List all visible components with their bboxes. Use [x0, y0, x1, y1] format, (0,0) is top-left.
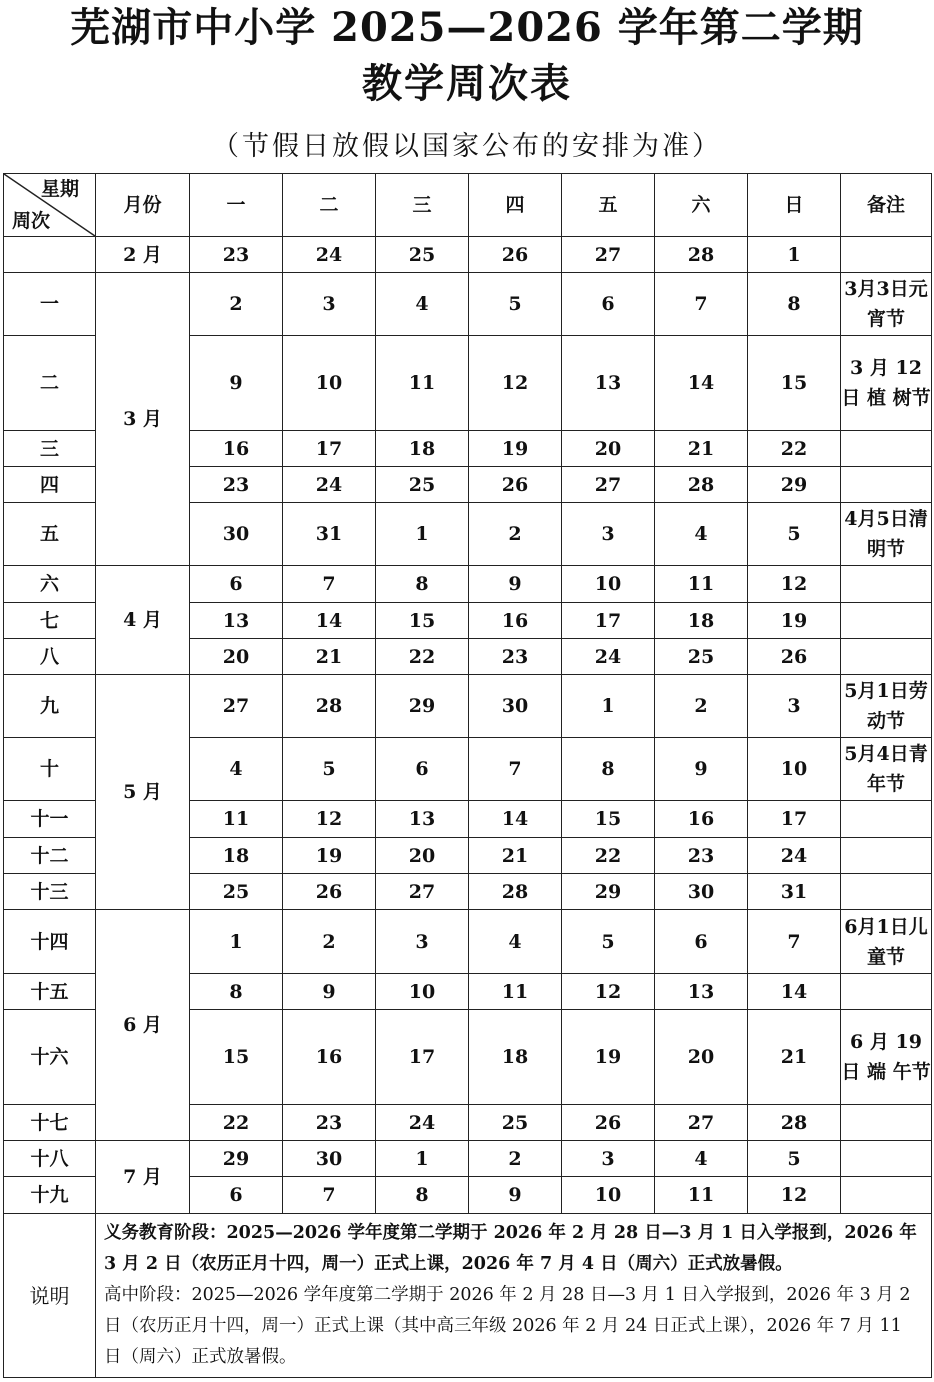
week-cell: 三 — [4, 431, 96, 467]
date-cell: 21 — [748, 1010, 841, 1105]
date-cell: 9 — [655, 738, 748, 801]
date-cell: 14 — [655, 336, 748, 431]
note-cell — [841, 237, 932, 273]
week-cell: 八 — [4, 639, 96, 675]
week-cell: 十二 — [4, 838, 96, 874]
date-cell: 14 — [748, 974, 841, 1010]
date-cell: 13 — [562, 336, 655, 431]
date-cell: 14 — [469, 801, 562, 838]
date-cell: 16 — [469, 603, 562, 639]
date-cell: 28 — [469, 874, 562, 910]
date-cell: 21 — [469, 838, 562, 874]
note-cell — [841, 1177, 932, 1214]
date-cell: 9 — [469, 566, 562, 603]
week-cell: 十四 — [4, 910, 96, 974]
date-cell: 9 — [469, 1177, 562, 1214]
date-cell: 2 — [469, 1141, 562, 1177]
date-cell: 8 — [190, 974, 283, 1010]
date-cell: 27 — [655, 1105, 748, 1141]
explanation-content — [96, 1214, 932, 1378]
date-cell: 11 — [655, 1177, 748, 1214]
note-cell — [841, 639, 932, 675]
date-cell: 24 — [283, 467, 376, 503]
date-cell: 29 — [376, 675, 469, 738]
note-cell — [841, 801, 932, 838]
note-cell: 5月1日劳动节 — [841, 675, 932, 738]
date-cell: 6 — [376, 738, 469, 801]
week-cell: 一 — [4, 273, 96, 336]
date-cell: 24 — [748, 838, 841, 874]
date-cell: 12 — [469, 336, 562, 431]
week-cell: 六 — [4, 566, 96, 603]
date-cell: 28 — [655, 237, 748, 273]
page-subtitle-title: 教学周次表 — [362, 60, 572, 107]
week-cell: 十九 — [4, 1177, 96, 1214]
date-cell: 19 — [748, 603, 841, 639]
date-cell: 3 — [562, 503, 655, 566]
compulsory-education-note: 义务教育阶段：2025—2026 学年度第二学期于 2026 年 2 月 28 日—3 月 1 日入学报到，2026 年 3 月 2 日（农历正月十四，周一）正式上课，2026 年 7 月 4 日（周六）正式放暑假。 — [104, 1223, 917, 1274]
date-cell: 12 — [283, 801, 376, 838]
note-header: 备注 — [841, 174, 932, 237]
date-cell: 7 — [469, 738, 562, 801]
note-cell — [841, 974, 932, 1010]
date-cell: 18 — [376, 431, 469, 467]
date-cell: 20 — [190, 639, 283, 675]
date-cell: 28 — [748, 1105, 841, 1141]
date-cell: 11 — [190, 801, 283, 838]
table-row — [4, 566, 932, 603]
date-cell: 17 — [748, 801, 841, 838]
month-cell: 2 月 — [96, 237, 190, 273]
date-cell: 16 — [190, 431, 283, 467]
note-cell — [841, 603, 932, 639]
month-cell: 4 月 — [96, 566, 190, 675]
date-cell: 10 — [562, 1177, 655, 1214]
date-cell: 27 — [376, 874, 469, 910]
day-header: 日 — [748, 174, 841, 237]
note-cell — [841, 1105, 932, 1141]
date-cell: 5 — [748, 1141, 841, 1177]
month-cell: 3 月 — [96, 273, 190, 566]
date-cell: 10 — [376, 974, 469, 1010]
date-cell: 6 — [190, 566, 283, 603]
date-cell: 25 — [376, 237, 469, 273]
date-cell: 28 — [283, 675, 376, 738]
day-header: 六 — [655, 174, 748, 237]
date-cell: 15 — [376, 603, 469, 639]
date-cell: 13 — [655, 974, 748, 1010]
date-cell: 15 — [562, 801, 655, 838]
date-cell: 12 — [748, 566, 841, 603]
date-cell: 6 — [562, 273, 655, 336]
date-cell: 29 — [562, 874, 655, 910]
week-cell: 十 — [4, 738, 96, 801]
date-cell: 5 — [469, 273, 562, 336]
week-cell: 十八 — [4, 1141, 96, 1177]
explanation-row — [4, 1214, 932, 1378]
date-cell: 2 — [655, 675, 748, 738]
week-cell: 七 — [4, 603, 96, 639]
date-cell: 26 — [748, 639, 841, 675]
note-cell — [841, 1141, 932, 1177]
month-cell: 6 月 — [96, 910, 190, 1141]
date-cell: 20 — [655, 1010, 748, 1105]
date-cell: 9 — [190, 336, 283, 431]
date-cell: 7 — [748, 910, 841, 974]
date-cell: 21 — [655, 431, 748, 467]
date-cell: 1 — [190, 910, 283, 974]
date-cell: 18 — [655, 603, 748, 639]
date-cell: 1 — [376, 503, 469, 566]
week-axis-label: 周次 — [12, 210, 51, 232]
date-cell: 17 — [283, 431, 376, 467]
corner-header — [4, 174, 96, 237]
week-cell: 十一 — [4, 801, 96, 838]
date-cell: 19 — [469, 431, 562, 467]
date-cell: 12 — [748, 1177, 841, 1214]
note-cell — [841, 431, 932, 467]
note-cell — [841, 467, 932, 503]
week-cell: 二 — [4, 336, 96, 431]
date-cell: 27 — [562, 237, 655, 273]
date-cell: 10 — [283, 336, 376, 431]
date-cell: 23 — [190, 237, 283, 273]
date-cell: 3 — [376, 910, 469, 974]
date-cell: 22 — [562, 838, 655, 874]
date-cell: 7 — [655, 273, 748, 336]
note-cell: 6 月 19 日 端 午节 — [841, 1010, 932, 1105]
date-cell: 21 — [283, 639, 376, 675]
week-cell: 九 — [4, 675, 96, 738]
date-cell: 1 — [562, 675, 655, 738]
date-cell: 16 — [283, 1010, 376, 1105]
date-cell: 30 — [655, 874, 748, 910]
date-cell: 18 — [190, 838, 283, 874]
table-row — [4, 675, 932, 738]
date-cell: 4 — [655, 1141, 748, 1177]
date-cell: 4 — [376, 273, 469, 336]
date-cell: 11 — [469, 974, 562, 1010]
day-header: 四 — [469, 174, 562, 237]
date-cell: 2 — [469, 503, 562, 566]
date-cell: 19 — [562, 1010, 655, 1105]
date-cell: 3 — [562, 1141, 655, 1177]
date-cell: 2 — [190, 273, 283, 336]
date-cell: 10 — [562, 566, 655, 603]
date-cell: 31 — [748, 874, 841, 910]
date-cell: 4 — [190, 738, 283, 801]
note-cell: 3 月 12 日 植 树节 — [841, 336, 932, 431]
week-cell: 十三 — [4, 874, 96, 910]
date-cell: 26 — [469, 467, 562, 503]
date-cell: 6 — [655, 910, 748, 974]
date-cell: 12 — [562, 974, 655, 1010]
date-cell: 30 — [469, 675, 562, 738]
senior-high-note: 高中阶段：2025—2026 学年度第二学期于 2026 年 2 月 28 日—3 月 1 日入学报到，2026 年 3 月 2 日（农历正月十四，周一）正式上课（其中高三年级 2026 年 2 月 24 日正式上课），2026 年 7 月 11 日（周六）正式放暑假。 — [104, 1285, 911, 1367]
week-cell: 十五 — [4, 974, 96, 1010]
date-cell: 4 — [655, 503, 748, 566]
date-cell: 8 — [748, 273, 841, 336]
date-cell: 11 — [655, 566, 748, 603]
date-cell: 23 — [283, 1105, 376, 1141]
day-header: 一 — [190, 174, 283, 237]
date-cell: 22 — [190, 1105, 283, 1141]
table-row — [4, 910, 932, 974]
week-cell: 四 — [4, 467, 96, 503]
date-cell: 29 — [190, 1141, 283, 1177]
date-cell: 9 — [283, 974, 376, 1010]
date-cell: 17 — [562, 603, 655, 639]
date-cell: 1 — [748, 237, 841, 273]
date-cell: 5 — [562, 910, 655, 974]
date-cell: 24 — [562, 639, 655, 675]
date-cell: 7 — [283, 1177, 376, 1214]
note-cell: 5月4日青年节 — [841, 738, 932, 801]
date-cell: 18 — [469, 1010, 562, 1105]
date-cell: 3 — [748, 675, 841, 738]
date-cell: 24 — [283, 237, 376, 273]
date-cell: 11 — [376, 336, 469, 431]
date-cell: 31 — [283, 503, 376, 566]
table-row — [4, 1141, 932, 1177]
weekday-axis-label: 星期 — [40, 178, 79, 200]
date-cell: 25 — [469, 1105, 562, 1141]
date-cell: 28 — [655, 467, 748, 503]
date-cell: 13 — [376, 801, 469, 838]
date-cell: 8 — [376, 1177, 469, 1214]
date-cell: 1 — [376, 1141, 469, 1177]
note-cell — [841, 874, 932, 910]
explanation-label: 说明 — [4, 1214, 96, 1378]
month-cell: 5 月 — [96, 675, 190, 910]
teaching-week-table — [3, 173, 932, 1378]
date-cell: 20 — [562, 431, 655, 467]
day-header: 二 — [283, 174, 376, 237]
header-row — [4, 174, 932, 237]
date-cell: 24 — [376, 1105, 469, 1141]
date-cell: 27 — [190, 675, 283, 738]
date-cell: 23 — [469, 639, 562, 675]
date-cell: 19 — [283, 838, 376, 874]
date-cell: 23 — [190, 467, 283, 503]
date-cell: 30 — [190, 503, 283, 566]
table-row — [4, 273, 932, 336]
date-cell: 13 — [190, 603, 283, 639]
date-cell: 15 — [190, 1010, 283, 1105]
day-header: 三 — [376, 174, 469, 237]
date-cell: 10 — [748, 738, 841, 801]
note-cell: 4月5日清明节 — [841, 503, 932, 566]
date-cell: 17 — [376, 1010, 469, 1105]
date-cell: 20 — [376, 838, 469, 874]
date-cell: 5 — [283, 738, 376, 801]
date-cell: 4 — [469, 910, 562, 974]
week-cell — [4, 237, 96, 273]
date-cell: 8 — [562, 738, 655, 801]
date-cell: 26 — [562, 1105, 655, 1141]
date-cell: 23 — [655, 838, 748, 874]
page-title: 芜湖市中小学 2025—2026 学年第二学期 — [70, 4, 864, 51]
date-cell: 27 — [562, 467, 655, 503]
week-cell: 十七 — [4, 1105, 96, 1141]
note-cell: 6月1日儿童节 — [841, 910, 932, 974]
note-cell: 3月3日元宵节 — [841, 273, 932, 336]
date-cell: 16 — [655, 801, 748, 838]
week-cell: 五 — [4, 503, 96, 566]
date-cell: 8 — [376, 566, 469, 603]
date-cell: 14 — [283, 603, 376, 639]
note-cell — [841, 566, 932, 603]
date-cell: 5 — [748, 503, 841, 566]
month-header: 月份 — [96, 174, 190, 237]
date-cell: 25 — [655, 639, 748, 675]
date-cell: 30 — [283, 1141, 376, 1177]
date-cell: 29 — [748, 467, 841, 503]
day-header: 五 — [562, 174, 655, 237]
date-cell: 25 — [190, 874, 283, 910]
date-cell: 7 — [283, 566, 376, 603]
date-cell: 22 — [748, 431, 841, 467]
date-cell: 15 — [748, 336, 841, 431]
week-cell: 十六 — [4, 1010, 96, 1105]
table-row — [4, 237, 932, 273]
note-cell — [841, 838, 932, 874]
date-cell: 2 — [283, 910, 376, 974]
date-cell: 3 — [283, 273, 376, 336]
date-cell: 22 — [376, 639, 469, 675]
date-cell: 25 — [376, 467, 469, 503]
holiday-notice: （节假日放假以国家公布的安排为准） — [212, 131, 722, 162]
date-cell: 26 — [469, 237, 562, 273]
date-cell: 26 — [283, 874, 376, 910]
month-cell: 7 月 — [96, 1141, 190, 1214]
date-cell: 6 — [190, 1177, 283, 1214]
